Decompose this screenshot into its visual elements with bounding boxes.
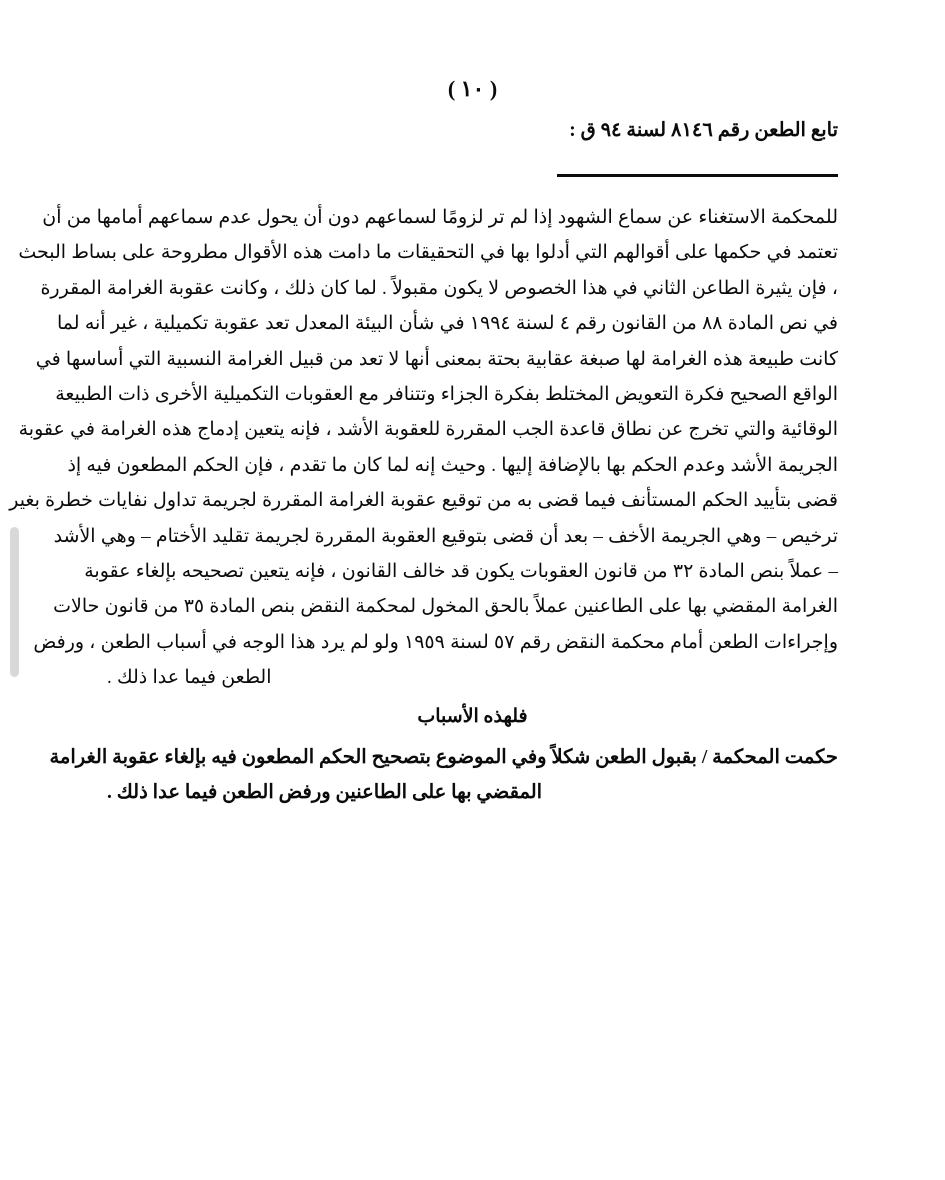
- verdict-line: المقضي بها على الطاعنين ورفض الطعن فيما عدا ذلك .: [107, 782, 543, 803]
- body-line: قضى بتأييد الحكم المستأنف فيما قضى به من توقيع عقوبة الغرامة المقررة لجريمة تداول نفايات خطرة بغير: [9, 490, 838, 512]
- body-line: – عملاً بنص المادة ٣٢ من قانون العقوبات يكون قد خالف القانون ، فإنه يتعين تصحيحه بإلغاء عقوبة: [84, 561, 838, 583]
- page-number: ( ١٠ ): [447, 76, 498, 101]
- body-line: في نص المادة ٨٨ من القانون رقم ٤ لسنة ١٩٩٤ في شأن البيئة المعدل تعد عقوبة تكميلية ، غير أنه لما: [57, 313, 838, 335]
- body-line: ترخيص – وهي الجريمة الأخف – بعد أن قضى بتوقيع العقوبة المقررة لجريمة تقليد الأختام – وهي الأشد: [53, 525, 838, 547]
- body-line: الوقائية والتي تخرج عن نطاق قاعدة الجب المقررة للعقوبة الأشد ، فإنه يتعين إدماج هذه الغرامة في عقوبة: [18, 419, 838, 441]
- heading-divider: [557, 174, 838, 177]
- body-line: وإجراءات الطعن أمام محكمة النقض رقم ٥٧ لسنة ١٩٥٩ ولو لم يرد هذا الوجه في أسباب الطعن ، ورفض: [33, 631, 838, 653]
- body-line: الغرامة المقضي بها على الطاعنين عملاً بالحق المخول لمحكمة النقض بنص المادة ٣٥ من قانون حالات: [53, 596, 838, 618]
- body-line: الطعن فيما عدا ذلك .: [107, 667, 272, 689]
- verdict-paragraph: [49, 740, 838, 810]
- body-paragraph: [9, 200, 838, 696]
- vertical-scrollbar[interactable]: [4, 0, 18, 1180]
- scrollbar-thumb[interactable]: [10, 527, 19, 677]
- body-line: للمحكمة الاستغناء عن سماع الشهود إذا لم تر لزومًا لسماعهم دون أن يحول عدم سماعهم أمامها من أن: [42, 207, 838, 228]
- body-line: الواقع الصحيح فكرة التعويض المختلط بفكرة الجزاء وتتنافر مع العقوبات التكميلية الأخرى ذات الطبيعة: [55, 384, 838, 406]
- verdict-line: حكمت المحكمة / بقبول الطعن شكلاً وفي الموضوع بتصحيح الحكم المطعون فيه بإلغاء عقوبة الغرامة: [49, 747, 838, 768]
- body-line: تعتمد في حكمها على أقوالهم التي أدلوا بها في التحقيقات ما دامت هذه الأقوال مطروحة على بساط البحث: [18, 242, 838, 264]
- body-line: ، فإن يثيرة الطاعن الثاني في هذا الخصوص لا يكون مقبولاً . لما كان ذلك ، وكانت عقوبة الغرامة المقررة: [40, 277, 838, 299]
- body-line: كانت طبيعة هذه الغرامة لها صبغة عقابية بحتة بمعنى أنها لا تعد من قبيل الغرامة النسبية التي أساسها في: [35, 348, 838, 370]
- case-heading: تابع الطعن رقم ٨١٤٦ لسنة ٩٤ ق :: [569, 120, 838, 141]
- reasons-heading: فلهذه الأسباب: [417, 706, 528, 727]
- body-line: الجريمة الأشد وعدم الحكم بها بالإضافة إليها . وحيث إنه لما كان ما تقدم ، فإن الحكم المطعون فيه إذ: [67, 454, 838, 476]
